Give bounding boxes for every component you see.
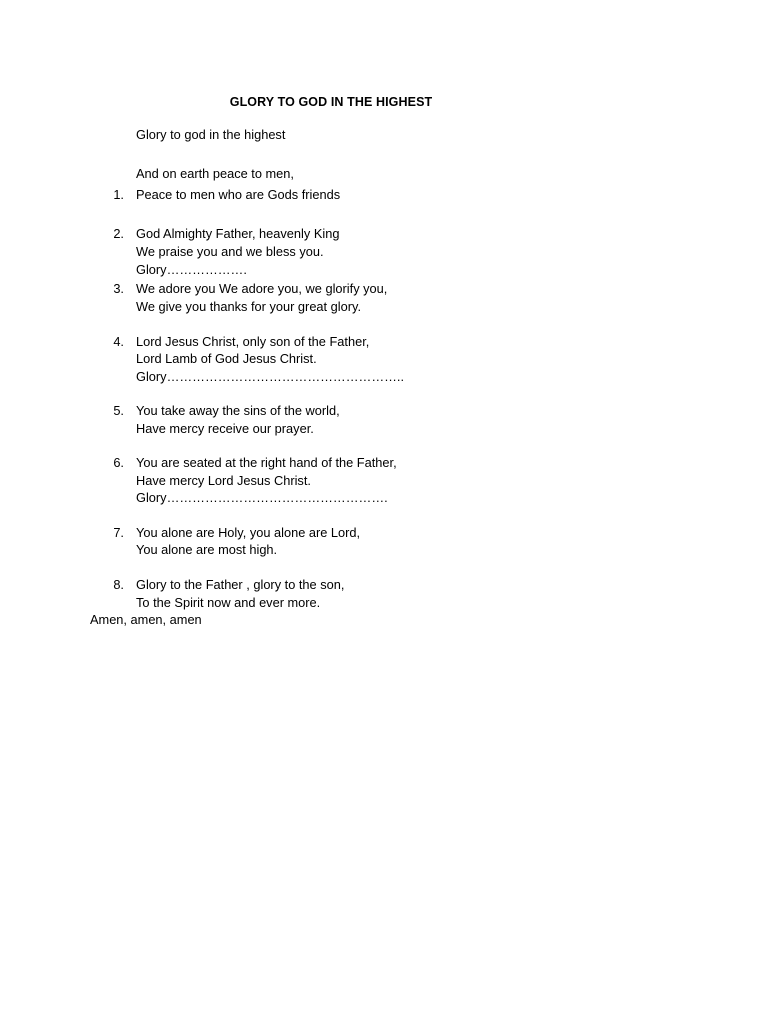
verse-line: Lord Lamb of God Jesus Christ. (136, 351, 317, 366)
verse-line: You are seated at the right hand of the Father, (136, 455, 397, 470)
verse-number: 7. (113, 525, 124, 540)
intro-line: Glory to god in the highest (136, 127, 286, 142)
verse-number: 4. (113, 334, 124, 349)
verse-line: Have mercy Lord Jesus Christ. (136, 473, 311, 488)
verse-line: You take away the sins of the world, (136, 403, 340, 418)
verse-line: Have mercy receive our prayer. (136, 421, 314, 436)
verse-line: Lord Jesus Christ, only son of the Father, (136, 334, 370, 349)
verse-number: 8. (113, 577, 124, 592)
document-title: GLORY TO GOD IN THE HIGHEST (229, 95, 433, 109)
verse-number: 1. (113, 187, 124, 202)
verse-line: God Almighty Father, heavenly King (136, 226, 340, 241)
verse-line: You alone are Holy, you alone are Lord, (136, 525, 361, 540)
verse-line: Glory……………………………………………. (136, 490, 388, 505)
verse-number: 5. (113, 403, 124, 418)
intro-line: And on earth peace to men, (136, 166, 294, 181)
verse-number: 6. (113, 455, 124, 470)
verse-line: To the Spirit now and ever more. (136, 595, 321, 610)
verse-line: You alone are most high. (136, 542, 278, 557)
verse-line: We praise you and we bless you. (136, 244, 324, 259)
verse-line: Glory……………………………………………….. (136, 369, 405, 384)
verse-line: We adore you We adore you, we glorify you, (136, 281, 388, 296)
verse-line: Peace to men who are Gods friends (136, 187, 341, 202)
verse-number: 3. (113, 281, 124, 296)
closing-line: Amen, amen, amen (90, 612, 202, 627)
verse-number: 2. (113, 226, 124, 241)
verse-line: We give you thanks for your great glory. (136, 299, 362, 314)
verse-line: Glory………………. (136, 262, 247, 277)
verse-line: Glory to the Father , glory to the son, (136, 577, 345, 592)
